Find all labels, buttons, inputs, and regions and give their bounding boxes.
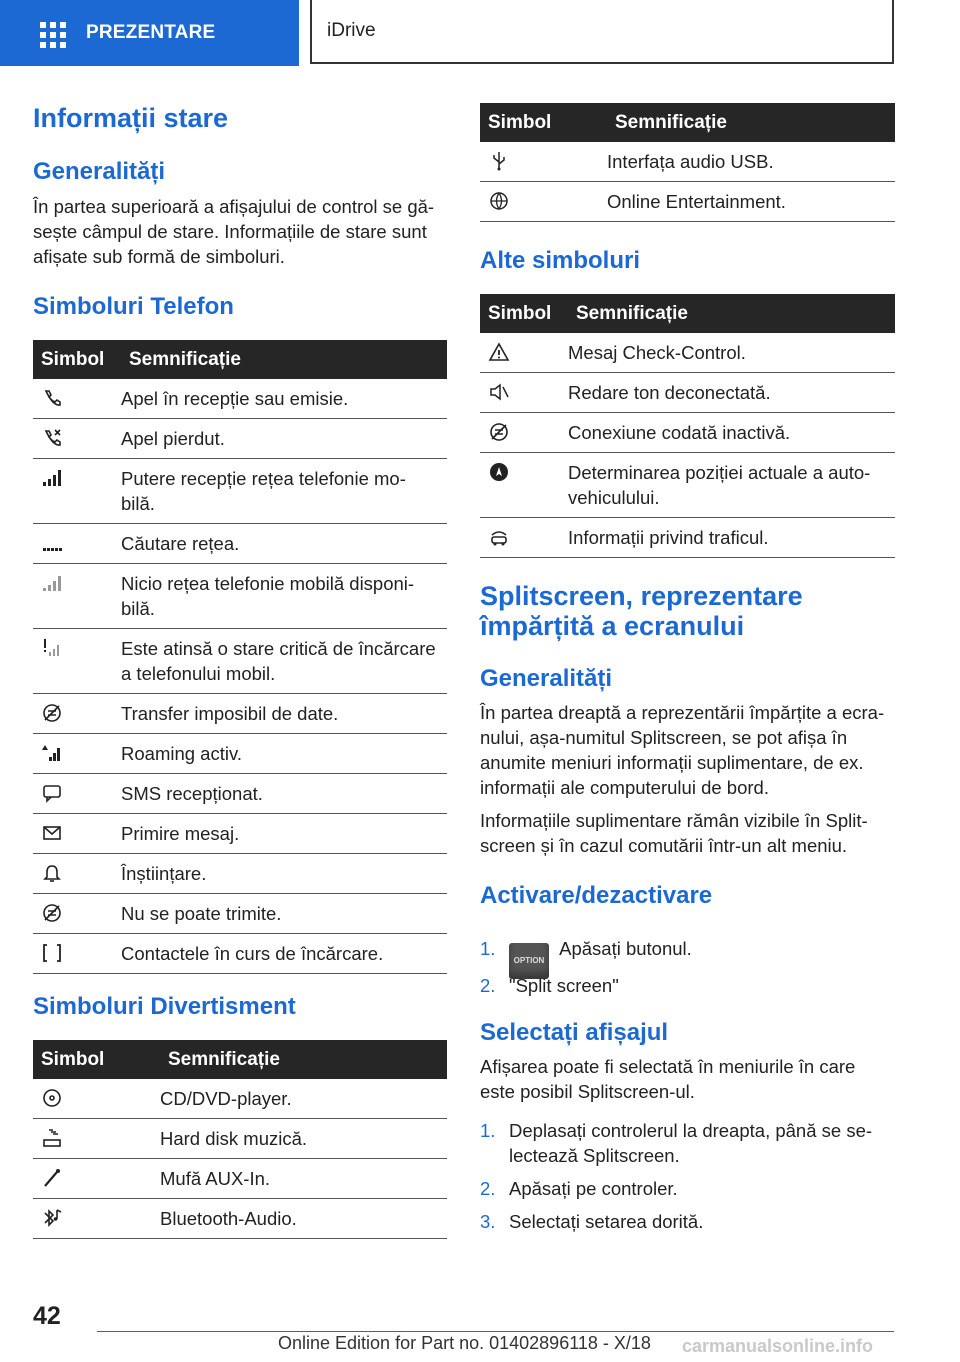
table-row xyxy=(480,333,895,373)
meaning-cell: Informații privind traficul. xyxy=(568,518,895,558)
list-item xyxy=(480,1176,895,1201)
page-number: 42 xyxy=(33,1302,61,1330)
section-tab[interactable] xyxy=(0,0,299,66)
meaning-cell: Mesaj Check-Control. xyxy=(568,333,895,373)
meaning-cell: Nicio rețea telefonie mobilă disponi- bilă. xyxy=(121,564,447,629)
list-item xyxy=(480,923,895,979)
entertainment-symbols-table-cont xyxy=(480,103,895,222)
meaning-cell: Este atinsă o stare critică de încărcare a telefonului mobil. xyxy=(121,629,447,694)
phone-symbols-table xyxy=(33,340,447,974)
table-row xyxy=(480,518,895,558)
chapter-header xyxy=(310,0,894,64)
general-text: În partea superioară a afișajului de control se gă- sește câmpul de stare. Informațiile de stare sunt afișate sub formă de simboluri. xyxy=(33,196,435,267)
meaning-cell: Hard disk muzică. xyxy=(160,1119,447,1159)
table-row xyxy=(33,734,447,774)
entertainment-heading: Simboluri Divertisment xyxy=(33,993,296,1020)
symbol-cell xyxy=(33,774,121,814)
meaning-cell: Contactele în curs de încărcare. xyxy=(121,934,447,974)
meaning-cell: Apel pierdut. xyxy=(121,419,447,459)
list-item xyxy=(480,1118,895,1168)
critical-state-icon xyxy=(41,637,63,659)
no-signal-icon xyxy=(41,572,63,594)
symbol-cell xyxy=(33,1079,160,1119)
symbol-cell xyxy=(33,1159,160,1199)
option-button-icon[interactable]: OPTION xyxy=(509,943,549,979)
split-text-2: Informațiile suplimentare rămân vizibile în Split- screen și în cazul comutării într-un alt meniu. xyxy=(480,810,868,856)
table-row xyxy=(33,379,447,419)
step-text: Apăsați pe controler. xyxy=(509,1178,678,1199)
meaning-cell: SMS recepționat. xyxy=(121,774,447,814)
select-heading: Selectați afișajul xyxy=(480,1019,669,1046)
grid-menu-icon xyxy=(40,22,66,44)
meaning-cell: Determinarea poziției actuale a auto- vehiculului. xyxy=(568,453,895,518)
list-item xyxy=(480,1209,895,1234)
meaning-cell: Online Entertainment. xyxy=(607,182,895,222)
col-meaning-header: Semnificație xyxy=(568,294,895,333)
network-search-icon xyxy=(41,532,63,554)
table-row xyxy=(33,524,447,564)
general-heading: Generalități xyxy=(33,158,166,185)
splitscreen-title xyxy=(480,581,803,641)
step-number: 2. xyxy=(480,1178,496,1199)
table-row xyxy=(480,182,895,222)
meaning-cell: Conexiune codată inactivă. xyxy=(568,413,895,453)
symbol-cell xyxy=(33,934,121,974)
symbol-cell xyxy=(33,419,121,459)
step-text: Apăsați butonul. xyxy=(555,938,692,959)
table-row xyxy=(33,629,447,694)
symbol-cell xyxy=(33,379,121,419)
table-row xyxy=(480,413,895,453)
footer-divider xyxy=(97,1331,894,1332)
table-row xyxy=(33,1079,447,1119)
table-row xyxy=(33,459,447,524)
other-heading: Alte simboluri xyxy=(480,247,641,274)
edition-text: Online Edition for Part no. 01402896118 - X/18 xyxy=(278,1333,651,1353)
table-row xyxy=(480,142,895,182)
table-row xyxy=(480,373,895,413)
symbol-cell xyxy=(33,459,121,524)
aux-jack-icon xyxy=(41,1167,63,1189)
meaning-cell: CD/DVD-player. xyxy=(160,1079,447,1119)
symbol-cell xyxy=(480,333,568,373)
missed-call-icon xyxy=(41,427,63,449)
col-symbol-header: Simbol xyxy=(480,294,568,333)
col-symbol-header: Simbol xyxy=(480,103,607,142)
table-row xyxy=(33,934,447,974)
table-row xyxy=(33,854,447,894)
col-meaning-header: Semnificație xyxy=(607,103,895,142)
page-title: Informații stare xyxy=(33,103,229,133)
step-number: 2. xyxy=(480,975,496,996)
activate-heading: Activare/dezactivare xyxy=(480,882,713,909)
symbol-cell xyxy=(33,564,121,629)
table-row xyxy=(33,1159,447,1199)
splitscreen-title-line1: Splitscreen, reprezentare xyxy=(480,581,803,611)
table-row xyxy=(33,814,447,854)
symbol-cell xyxy=(33,894,121,934)
step-number: 3. xyxy=(480,1211,496,1232)
contacts-loading-icon xyxy=(41,942,63,964)
hard-disk-icon xyxy=(41,1127,63,1149)
col-meaning-header: Semnificație xyxy=(121,340,447,379)
step-text: "Split screen" xyxy=(509,975,619,996)
symbol-cell xyxy=(480,413,568,453)
meaning-cell: Transfer imposibil de date. xyxy=(121,694,447,734)
data-blocked-icon xyxy=(41,702,63,724)
select-steps xyxy=(480,1118,895,1234)
symbol-cell xyxy=(480,373,568,413)
symbol-cell xyxy=(33,734,121,774)
meaning-cell: Mufă AUX-In. xyxy=(160,1159,447,1199)
meaning-cell: Apel în recepție sau emisie. xyxy=(121,379,447,419)
col-symbol-header: Simbol xyxy=(33,340,121,379)
symbol-cell xyxy=(33,1199,160,1239)
other-symbols-table xyxy=(480,294,895,558)
phone-icon xyxy=(41,387,63,409)
roaming-icon xyxy=(41,742,63,764)
split-text-1: În partea dreaptă a reprezentării împărțite a ecra- nului, așa-numitul Splitscreen, se pot afișa în anumite meniuri informații suplimentare, de ex. informații ale computerului de bord. xyxy=(480,702,885,798)
step-text: Selectați setarea dorită. xyxy=(509,1211,704,1232)
col-meaning-header: Semnificație xyxy=(160,1040,447,1079)
meaning-cell: Nu se poate trimite. xyxy=(121,894,447,934)
list-item xyxy=(480,973,895,998)
activate-steps xyxy=(480,923,895,998)
usb-icon xyxy=(488,150,510,172)
traffic-icon xyxy=(488,526,510,548)
symbol-cell xyxy=(33,694,121,734)
table-row xyxy=(33,774,447,814)
symbol-cell xyxy=(33,524,121,564)
table-row xyxy=(33,894,447,934)
step-text: Deplasați controlerul la dreapta, până se se- lectează Splitscreen. xyxy=(509,1120,873,1166)
symbol-cell xyxy=(480,453,568,518)
meaning-cell: Căutare rețea. xyxy=(121,524,447,564)
phone-heading: Simboluri Telefon xyxy=(33,293,234,320)
mail-icon xyxy=(41,822,63,844)
disc-icon xyxy=(41,1087,63,1109)
meaning-cell: Putere recepție rețea telefonie mo- bilă. xyxy=(121,459,447,524)
send-blocked-icon xyxy=(41,902,63,924)
meaning-cell: Redare ton deconectată. xyxy=(568,373,895,413)
table-row xyxy=(33,564,447,629)
section-label: PREZENTARE xyxy=(86,22,216,43)
bell-icon xyxy=(41,862,63,884)
symbol-cell xyxy=(33,854,121,894)
meaning-cell: Înștiințare. xyxy=(121,854,447,894)
table-row xyxy=(33,1119,447,1159)
table-header-row xyxy=(480,294,895,333)
symbol-cell xyxy=(480,518,568,558)
entertainment-symbols-table xyxy=(33,1040,447,1239)
position-icon xyxy=(488,461,510,483)
meaning-cell: Primire mesaj. xyxy=(121,814,447,854)
online-entertainment-icon xyxy=(488,190,510,212)
table-header-row xyxy=(480,103,895,142)
sms-icon xyxy=(41,782,63,804)
table-row xyxy=(480,453,895,518)
watermark: carmanualsonline.info xyxy=(682,1336,874,1356)
symbol-cell xyxy=(480,182,607,222)
table-row xyxy=(33,1199,447,1239)
symbol-cell xyxy=(33,1119,160,1159)
table-header-row xyxy=(33,1040,447,1079)
meaning-cell: Bluetooth-Audio. xyxy=(160,1199,447,1239)
meaning-cell: Roaming activ. xyxy=(121,734,447,774)
warning-icon xyxy=(488,341,510,363)
signal-strength-icon xyxy=(41,467,63,489)
bluetooth-audio-icon xyxy=(41,1207,63,1229)
table-row xyxy=(33,694,447,734)
speaker-off-icon xyxy=(488,381,510,403)
step-number: 1. xyxy=(480,1120,496,1141)
step-number: 1. xyxy=(480,938,496,959)
split-general-heading: Generalități xyxy=(480,665,613,692)
encryption-off-icon xyxy=(488,421,510,443)
table-header-row xyxy=(33,340,447,379)
chapter-title: iDrive xyxy=(327,20,376,41)
select-text: Afișarea poate fi selectată în meniurile în care este posibil Splitscreen-ul. xyxy=(480,1056,856,1102)
col-symbol-header: Simbol xyxy=(33,1040,160,1079)
table-row xyxy=(33,419,447,459)
symbol-cell xyxy=(33,814,121,854)
splitscreen-title-line2: împărțită a ecranului xyxy=(480,611,745,641)
symbol-cell xyxy=(480,142,607,182)
symbol-cell xyxy=(33,629,121,694)
meaning-cell: Interfața audio USB. xyxy=(607,142,895,182)
